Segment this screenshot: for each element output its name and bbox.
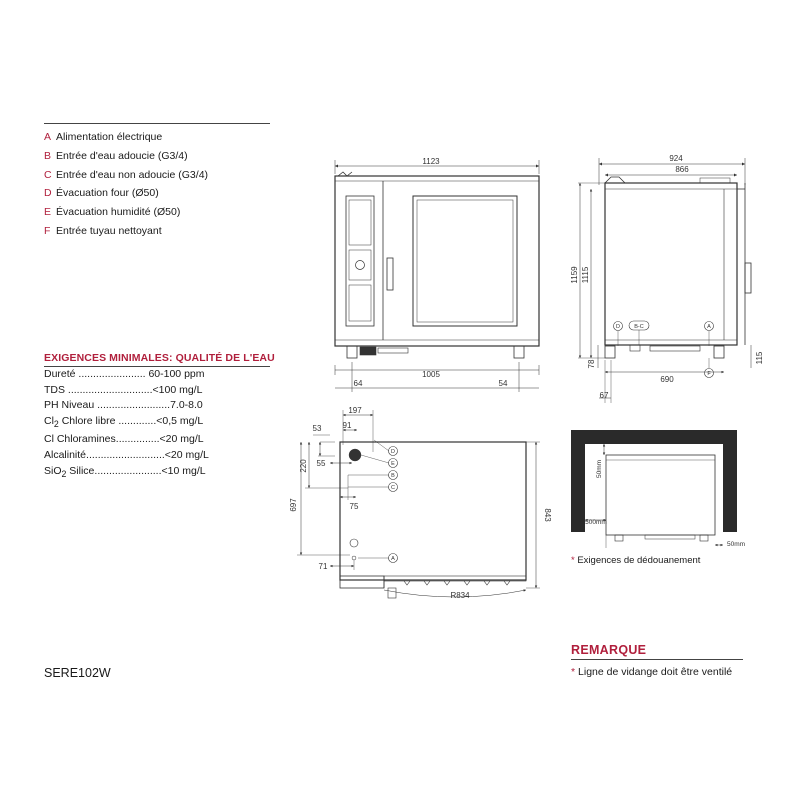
remark-section	[571, 643, 743, 678]
dim-top-91: 91	[342, 421, 352, 430]
dim-front-foot-right: 54	[498, 379, 508, 388]
dim-front-foot-left: 64	[353, 379, 363, 388]
legend-item: F Entrée tuyau nettoyant	[44, 224, 162, 237]
dim-side-foot: 78	[587, 359, 596, 369]
legend-item: A Alimentation électrique	[44, 131, 163, 143]
dim-top-55: 55	[316, 459, 326, 468]
marker-C: C	[391, 485, 395, 491]
dim-side-height-body: 1115	[581, 266, 590, 284]
dim-side-inner: 866	[675, 165, 689, 174]
marker-A: A	[391, 556, 395, 562]
dim-clearance-left: 500mm	[585, 519, 607, 526]
dim-top-75: 75	[349, 502, 359, 511]
clearance-view	[571, 430, 737, 548]
dim-top-697: 697	[289, 498, 298, 512]
asterisk: *	[571, 555, 575, 566]
clearance-note: * Exigences de dédouanement	[571, 555, 701, 566]
marker-A: A	[707, 324, 711, 330]
top-view	[297, 410, 540, 598]
model-number: SERE102W	[44, 666, 111, 680]
water-row: SiO$_2$ Silice.......................<10 mg/L	[44, 464, 206, 479]
dim-side-bottom-span: 690	[660, 375, 674, 384]
asterisk: *	[571, 666, 576, 678]
dim-side-right: 115	[755, 351, 764, 365]
marker-F: F	[707, 371, 711, 377]
water-row: Cl Chloramines...............<20 mg/L	[44, 433, 204, 446]
marker-E: E	[391, 461, 395, 467]
water-row: Alcalinité...........................<20 mg/L	[44, 449, 209, 462]
dim-top-53: 53	[312, 424, 322, 433]
front-view	[335, 160, 539, 392]
dim-clearance-top: 50mm	[596, 459, 603, 479]
marker-B-C: B-C	[634, 324, 644, 330]
dim-side-bottom-offset: 67	[599, 391, 609, 400]
side-view	[578, 158, 751, 403]
water-row: Dureté ....................... 60-100 ppm	[44, 368, 205, 380]
water-row: PH Niveau .........................7.0-8.0	[44, 399, 203, 412]
legend-item: E Évacuation humidité (Ø50)	[44, 206, 181, 219]
water-row: TDS .............................<100 mg/L	[44, 383, 203, 396]
remark-title: REMARQUE	[571, 643, 743, 660]
legend-item: D Évacuation four (Ø50)	[44, 187, 159, 200]
dim-front-inner: 1005	[422, 370, 440, 379]
dim-side-width: 924	[669, 154, 683, 163]
marker-D: D	[391, 449, 395, 455]
legend-item: B Entrée d'eau adoucie (G3/4)	[44, 149, 188, 162]
marker-B: B	[391, 473, 395, 479]
water-row: $Cl_2$ Chlore libre .............<0,5 mg/L	[44, 414, 204, 429]
dim-top-71: 71	[318, 562, 328, 571]
dim-top-radius: R834	[450, 591, 470, 600]
dim-side-height-total: 1159	[570, 266, 579, 284]
dim-front-width: 1123	[422, 157, 440, 166]
water-quality-title: EXIGENCES MINIMALES: QUALITÉ DE L'EAU	[44, 352, 270, 367]
dim-top-197: 197	[348, 406, 362, 415]
dim-top-220: 220	[299, 459, 308, 473]
dim-clearance-right: 50mm	[726, 541, 746, 548]
remark-text: * Ligne de vidange doit être ventilé	[571, 666, 733, 678]
dim-top-843: 843	[543, 508, 552, 522]
legend-item: C Entrée d'eau non adoucie (G3/4)	[44, 168, 209, 181]
marker-D: D	[616, 324, 620, 330]
